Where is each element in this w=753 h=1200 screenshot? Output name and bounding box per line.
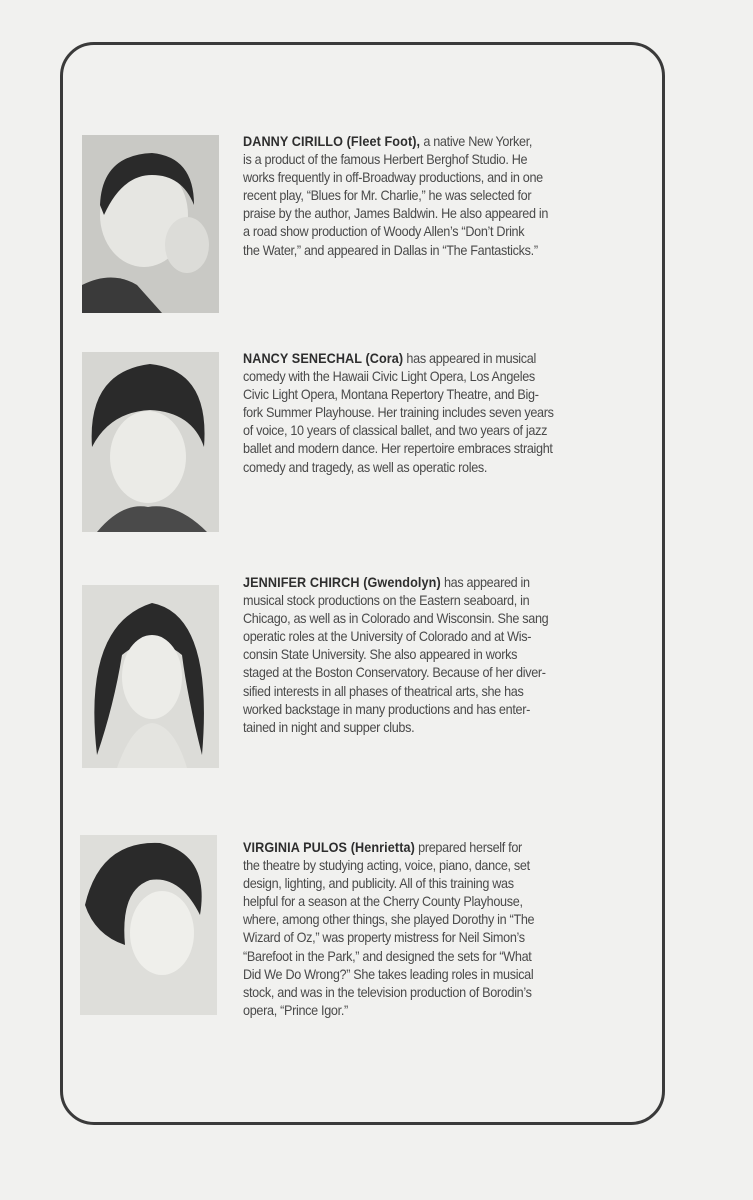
bio-jennifer-chirch: JENNIFER CHIRCH (Gwendolyn) has appeared in musical stock productions on the Eastern seaboard, in Chicago, as well as in Colorado and Wisconsin. She sang operatic roles at the University of Colorado and at Wis- consin State University. She also appeared in works staged at the Boston Conservatory. Because of her diver- sified interests in all phases of theatrical arts, she has worked backstage in many productions and has enter- tained in night and supper clubs. xyxy=(243,575,549,735)
photo-virginia-pulos xyxy=(80,835,217,1015)
bio-name: JENNIFER CHIRCH (Gwendolyn) xyxy=(243,575,441,590)
photo-nancy-senechal xyxy=(82,352,219,532)
bio-name: VIRGINIA PULOS (Henrietta) xyxy=(243,840,415,855)
photo-danny-cirillo xyxy=(82,135,219,313)
portrait-woman-icon xyxy=(80,835,217,1015)
photo-jennifer-chirch xyxy=(82,585,219,768)
bio-nancy-senechal: NANCY SENECHAL (Cora) has appeared in musical comedy with the Hawaii Civic Light Opera, Los Angeles Civic Light Opera, Montana Repertory Theatre, and Big- fork Summer Playhouse. Her training includes seven years of voice, 10 years of classical ballet, and two years of jazz ballet and modern dance. Her repertoire embraces straight comedy and tragedy, as well as operatic roles. xyxy=(243,351,554,475)
portrait-man-icon xyxy=(82,135,219,313)
portrait-woman-icon xyxy=(82,585,219,768)
bio-name: DANNY CIRILLO (Fleet Foot), xyxy=(243,134,421,149)
bio-virginia-pulos: VIRGINIA PULOS (Henrietta) prepared herself for the theatre by studying acting, voice, piano, dance, set design, lighting, and publicity. All of this training was helpful for a season at the Cherry County Playhouse, where, among other things, she played Dorothy in “The Wizard of Oz,” was property mistress for Neil Simon’s “Barefoot in the Park,” and designed the sets for “What Did We Do Wrong?” She takes leading roles in musical stock, and was in the television production of Borodin’s opera, “Prince Igor.” xyxy=(243,840,535,1018)
bio-danny-cirillo: DANNY CIRILLO (Fleet Foot), a native New Yorker, is a product of the famous Herbert Berghof Studio. He works frequently in off-Broadway productions, and in one recent play, “Blues for Mr. Charlie,” he was selected for praise by the author, James Baldwin. He also appeared in a road show production of Woody Allen’s “Don’t Drink the Water,” and appeared in Dallas in “The Fantasticks.” xyxy=(243,134,549,258)
bio-name: NANCY SENECHAL (Cora) xyxy=(243,351,404,366)
portrait-woman-icon xyxy=(82,352,219,532)
